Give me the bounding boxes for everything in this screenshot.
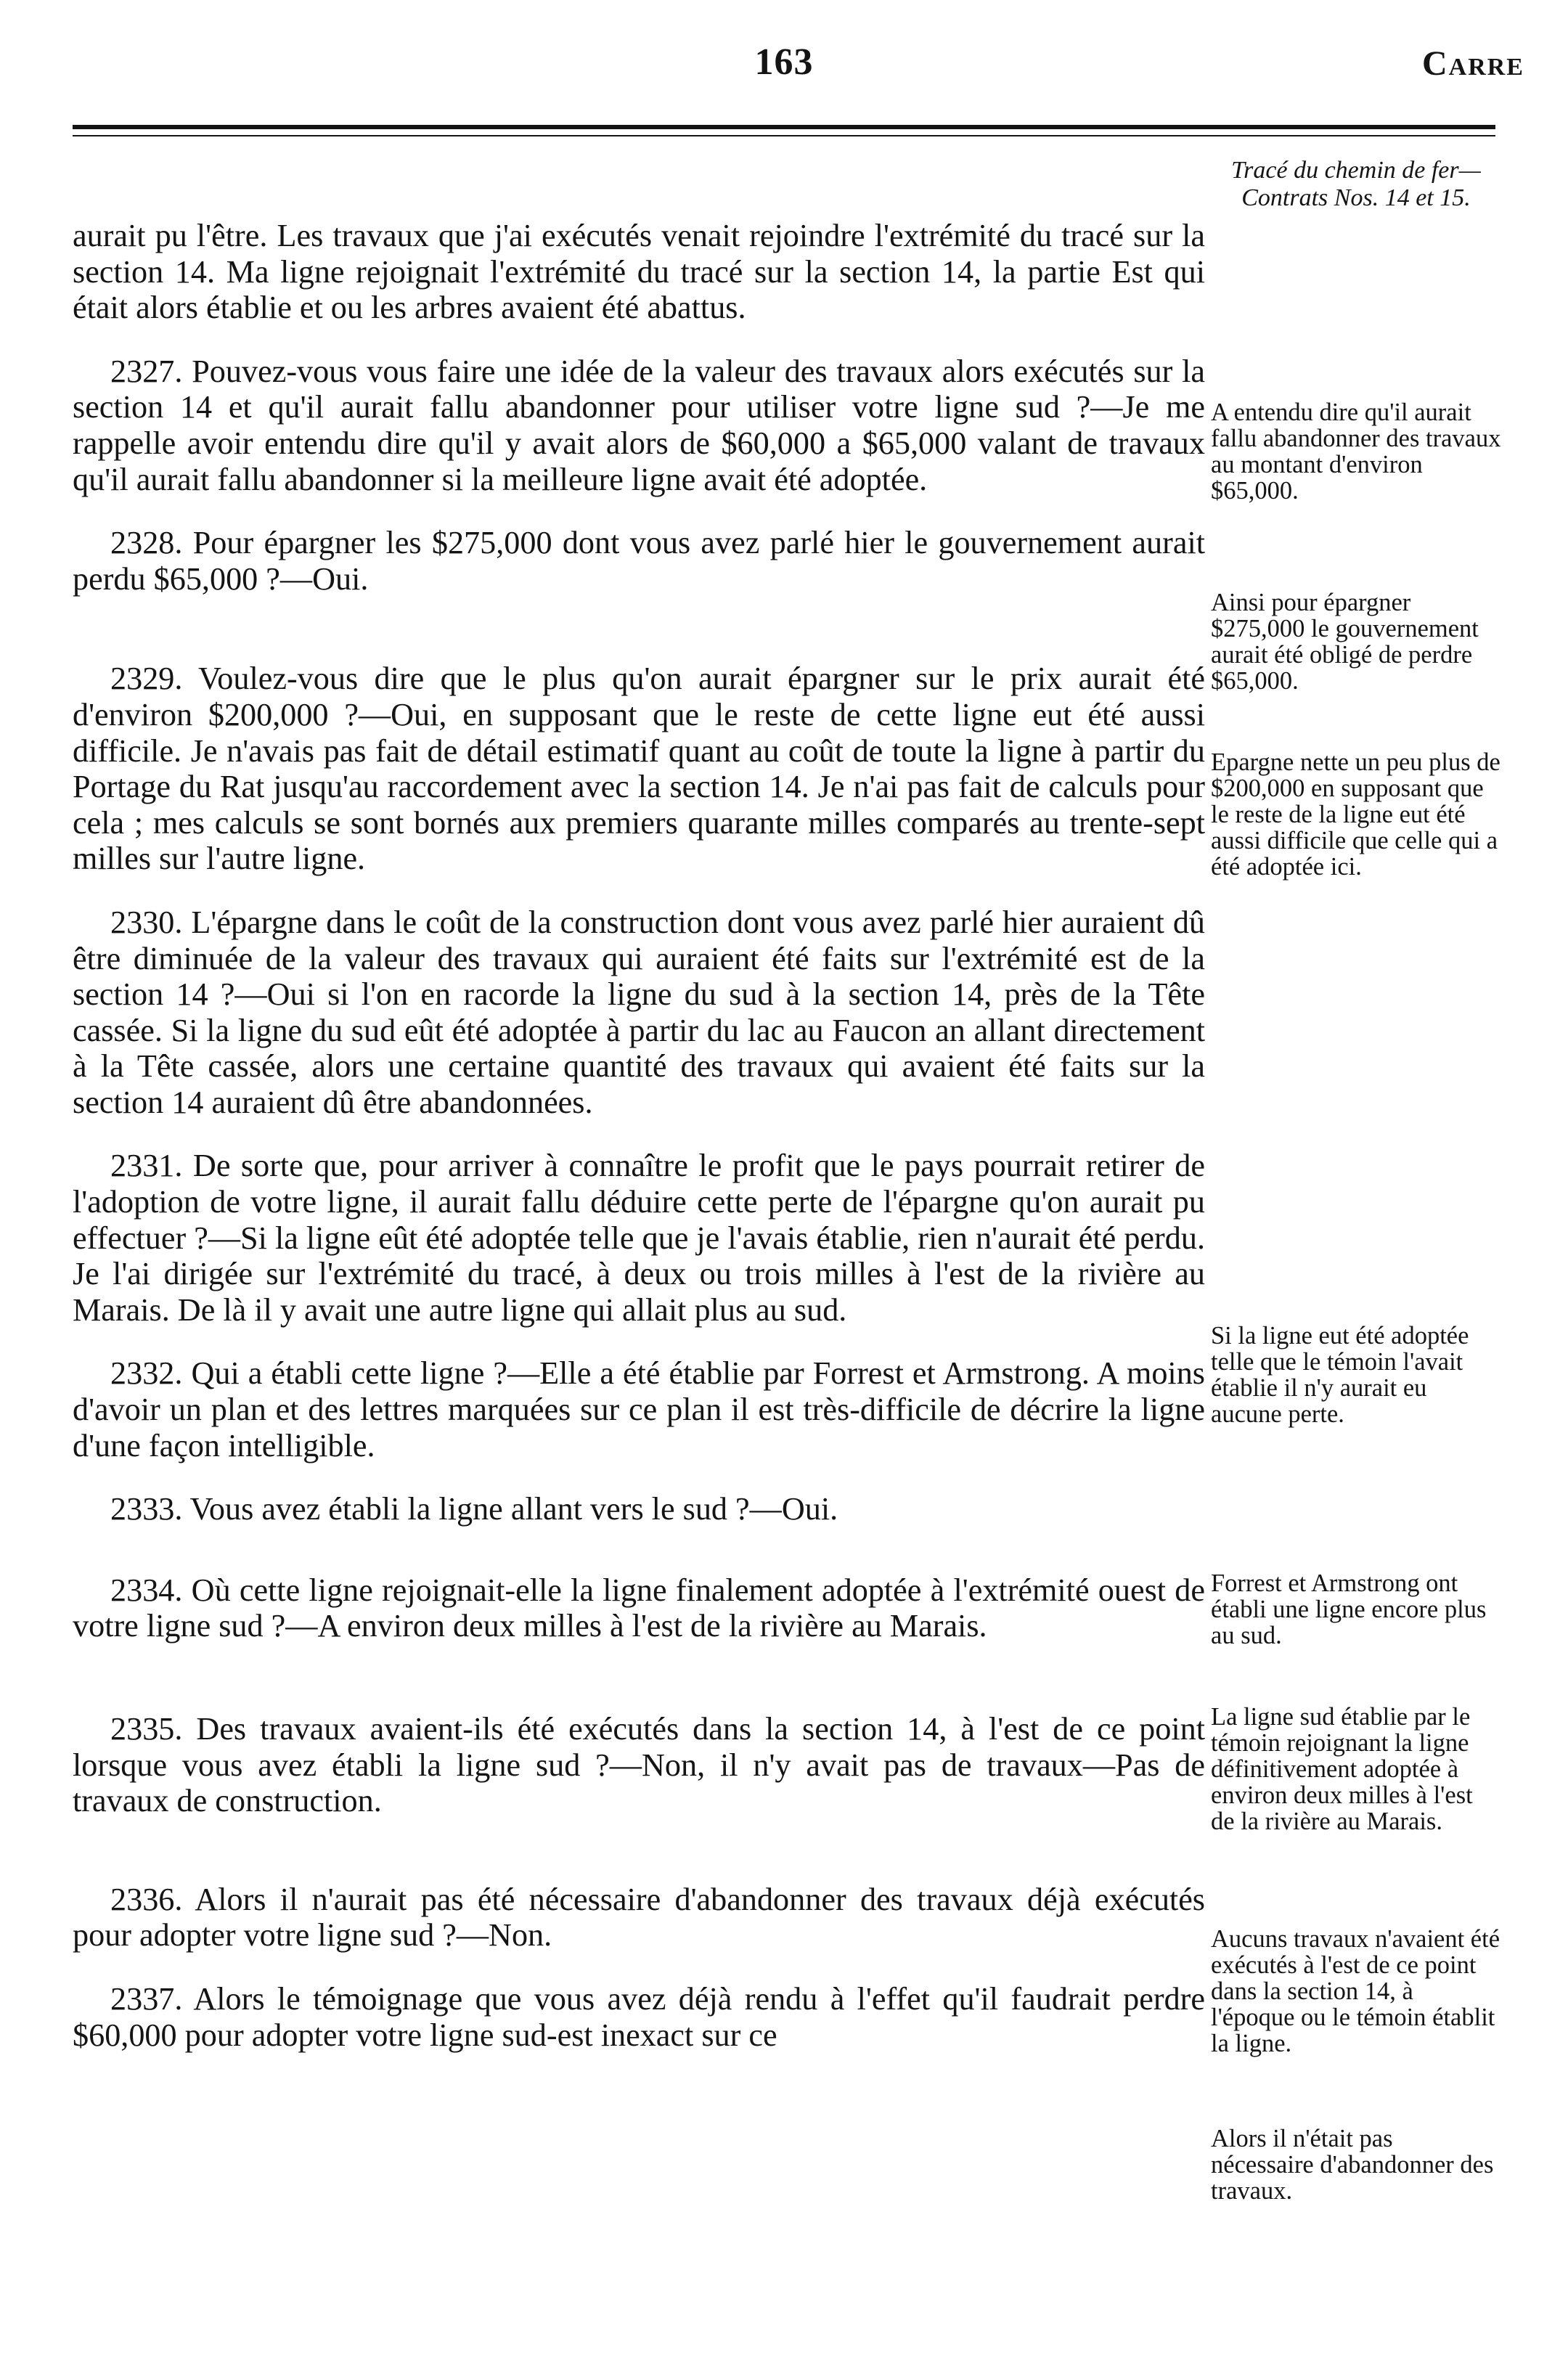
question-2330 [73,905,1205,1121]
question-2328 [73,525,1205,597]
question-2331 [73,1148,1205,1328]
question-text: Alors il n'aurait pas été nécessaire d'abandonner des travaux déjà exécutés pour adopter votre ligne sud ?—Non. [73,1881,1206,1953]
question-2337 [73,1981,1205,2053]
question-number: 2332. [110,1355,183,1392]
question-number: 2331. [110,1148,183,1184]
sidenote-2333-2334: La ligne sud établie par le témoin rejoignant la ligne définitivement adoptée à environ deux milles à l'est de la rivière au Marais. [1211,1703,1473,1835]
question-text: De sorte que, pour arriver à connaître le profit que le pays pourrait retirer de l'adoption de votre ligne, il aurait fallu déduire cette perte de l'épargne qu'on aurait pu effectuer ?—Si la ligne eût été adoptée telle que je l'avais établie, rien n'aurait été perdu. Je l'ai dirigée sur l'extrémité du tracé, à deux ou trois milles à l'est de la rivière au Marais. De là il y avait une autre ligne qui allait plus au sud. [73,1148,1205,1328]
header-rule-thick [73,125,1495,129]
top-sidenote: Tracé du chemin de fer— Contrats Nos. 14 et 15. [1231,157,1481,211]
question-number: 2330. [110,904,183,940]
sidenote-2335: Aucuns travaux n'avaient été exécutés à l'est de ce point dans la section 14, à l'époque ou le témoin établit la ligne. [1211,1925,1500,2057]
question-2334 [73,1572,1205,1644]
question-2329 [73,661,1205,877]
question-number: 2329. [110,661,183,697]
question-number: 2327. [110,353,183,389]
question-2335 [73,1711,1205,1819]
question-number: 2337. [110,1980,183,2017]
sidenote-2331: Si la ligne eut été adoptée telle que le témoin l'avait établie il n'y aurait eu aucune perte. [1211,1322,1469,1428]
sidenote-2327: A entendu dire qu'il aurait fallu abandonner des travaux au montant d'environ $65,000. [1211,399,1501,505]
question-text: Alors le témoignage que vous avez déjà rendu à l'effet qu'il faudrait perdre $60,000 pour adopter votre ligne sud-est inexact sur ce [73,1980,1205,2053]
question-number: 2328. [110,525,183,561]
sidenote-2336: Alors il n'était pas nécessaire d'abandonner des travaux. [1211,2125,1494,2205]
sidenote-2328: Ainsi pour épargner $275,000 le gouvernement aurait été obligé de perdre $65,000. [1211,589,1479,695]
running-head: Carre [1421,44,1524,83]
question-text: Pour épargner les $275,000 dont vous avez parlé hier le gouvernement aurait perdu $65,000 ?—Oui. [73,525,1205,597]
header-rule-thin [73,135,1495,136]
paragraph-text: aurait pu l'être. Les travaux que j'ai exécutés venait rejoindre l'extrémité du tracé sur la section 14. Ma ligne rejoignait l'extrémité du tracé sur la section 14, la partie Est qui était alors établie et ou les arbres avaient été abattus. [73,218,1205,326]
question-number: 2334. [110,1572,183,1608]
question-2327 [73,354,1205,497]
question-2333 [73,1491,1205,1527]
question-number: 2336. [110,1881,183,1917]
question-text: Voulez-vous dire que le plus qu'on aurait épargner sur le prix aurait été d'environ $200,000 ?—Oui, en supposant que le reste de cette ligne eut été aussi difficile. Je n'avais pas fait de détail estimatif quant au coût de toute la ligne à partir du Portage du Rat jusqu'au raccordement avec la section 14. Je n'ai pas fait de calculs pour cela ; mes calculs se sont bornés aux premiers quarante milles comparés au trente-sept milles sur l'autre ligne. [73,661,1205,877]
question-text: Pouvez-vous vous faire une idée de la valeur des travaux alors exécutés sur la section 14 et qu'il aurait fallu abandonner pour utiliser votre ligne sud ?—Je me rappelle avoir entendu dire qu'il y avait alors de $60,000 a $65,000 valant de travaux qu'il aurait fallu abandonner si la meilleure ligne avait été adoptée. [73,353,1206,497]
question-text: Qui a établi cette ligne ?—Elle a été établie par Forrest et Armstrong. A moins d'avoir un plan et des lettres marquées sur ce plan il est très-difficile de décrire la ligne d'une façon intelligible. [73,1355,1205,1463]
question-2336 [73,1882,1205,1953]
question-number: 2333. [110,1491,183,1527]
sidenote-2332: Forrest et Armstrong ont établi une ligne encore plus au sud. [1211,1569,1487,1649]
sidenote-2329: Epargne nette un peu plus de $200,000 en supposant que le reste de la ligne eut été aussi difficile que celle qui a été adoptée ici. [1211,748,1500,881]
question-text: Où cette ligne rejoignait-elle la ligne finalement adoptée à l'extrémité ouest de votre ligne sud ?—A environ deux milles à l'est de la rivière au Marais. [73,1572,1206,1644]
question-text: L'épargne dans le coût de la construction dont vous avez parlé hier auraient dû être diminuée de la valeur des travaux qui auraient été faits sur l'extrémité est de la section 14 ?—Oui si l'on en racorde la ligne du sud à la section 14, près de la Tête cassée. Si la ligne du sud eût été adoptée à partir du lac au Faucon an allant directement à la Tête cassée, alors une certaine quantité des travaux qui avaient été faits sur la section 14 auraient dû être abandonnées. [73,904,1206,1120]
main-text-column [73,218,1205,2053]
question-text: Des travaux avaient-ils été exécutés dans la section 14, à l'est de ce point lorsque vous avez établi la ligne sud ?—Non, il n'y avait pas de travaux—Pas de travaux de construction. [73,1711,1206,1819]
question-number: 2335. [110,1711,183,1747]
question-text: Vous avez établi la ligne allant vers le sud ?—Oui. [189,1491,838,1527]
question-2332 [73,1355,1205,1463]
paragraph-continuation [73,218,1205,326]
page-number: 163 [754,41,814,83]
